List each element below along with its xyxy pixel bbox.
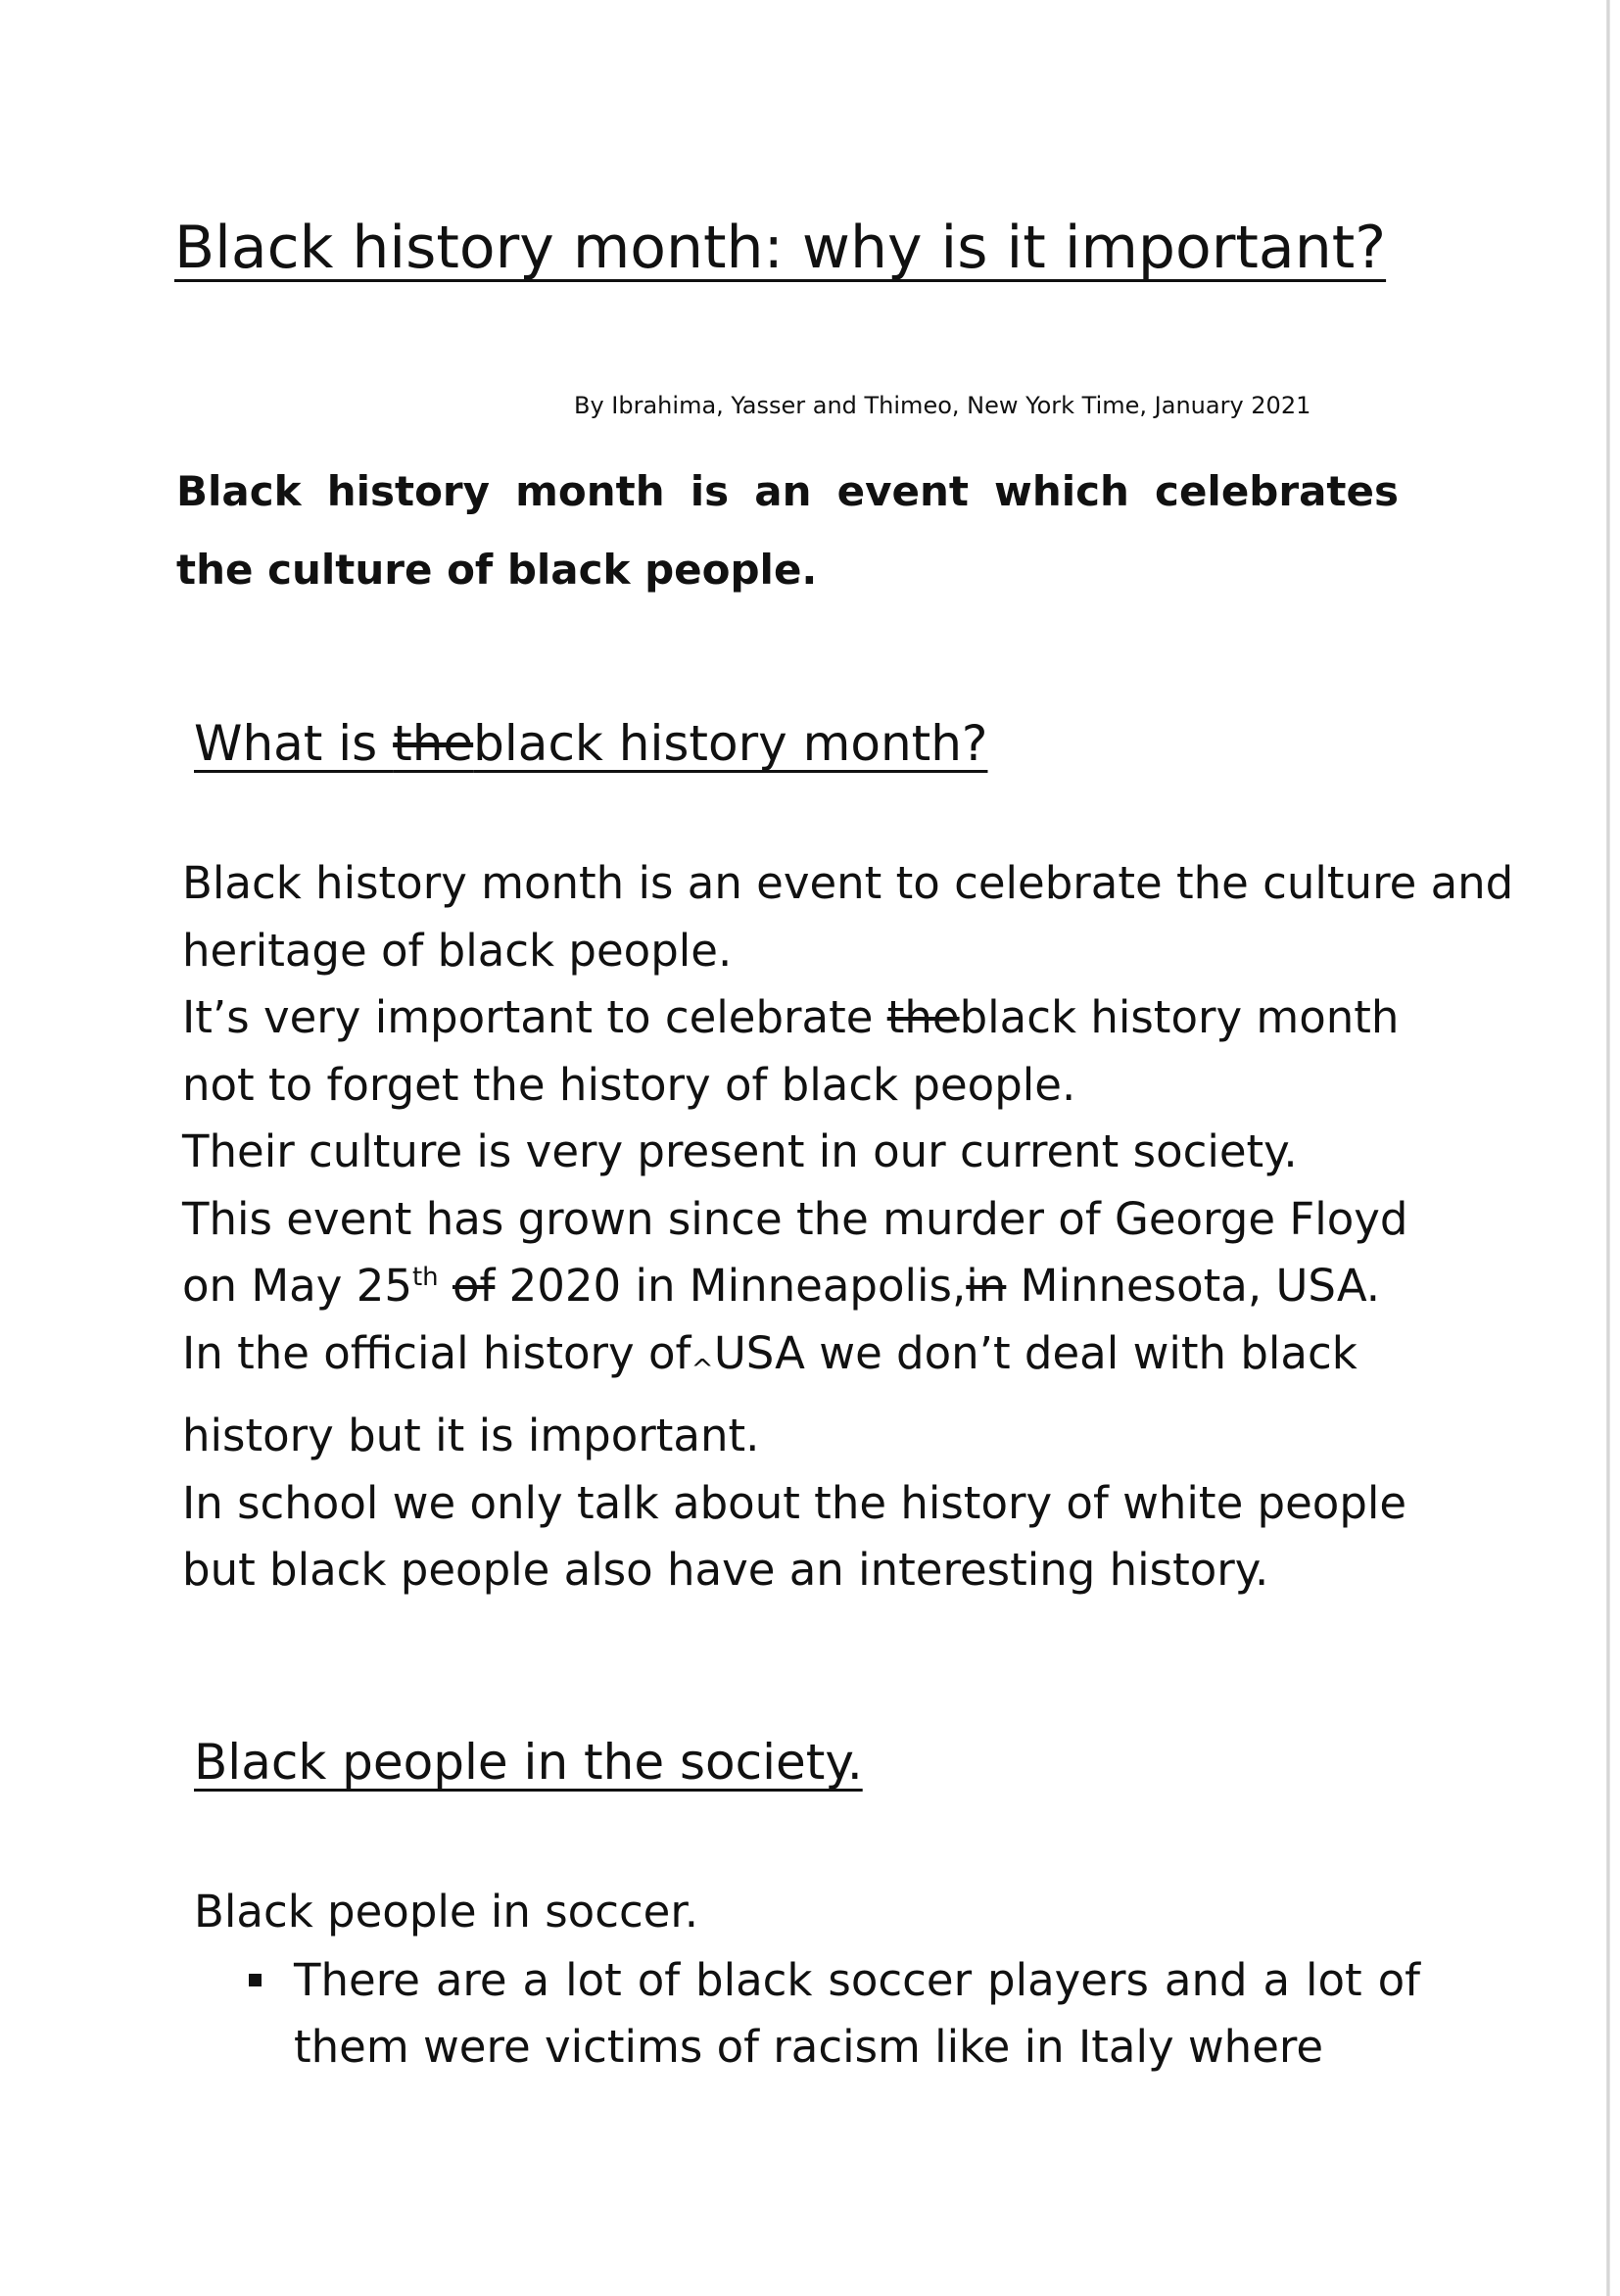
body-line: not to forget the history of black people. [182, 1058, 1076, 1111]
section-heading-what-is [194, 715, 987, 772]
body-line: Their culture is very present in our current society. [182, 1125, 1298, 1177]
article-intro: Black history month is an event which celebrates the culture of black people. [176, 467, 1399, 594]
heading-struck-word: the [393, 715, 474, 772]
list-item-text: There are a lot of black soccer players and a lot of them were victims of racism like in Italy where [294, 1954, 1420, 2073]
body-line: Black history month is an event to celebrate the culture and [182, 857, 1514, 909]
article-byline: By Ibrahima, Yasser and Thimeo, New York Time, January 2021 [574, 392, 1311, 419]
square-bullet-icon [249, 1974, 262, 1986]
subsection-title-soccer: Black people in soccer. [194, 1886, 699, 1937]
struck-word: in [966, 1260, 1007, 1312]
article-title: Black history month: why is it important? [174, 214, 1387, 282]
line-text: In the official history of [182, 1326, 691, 1379]
heading-text-pre: What is [194, 715, 394, 772]
body-line: history but it is important. [182, 1410, 760, 1461]
line-text: It’s very important to celebrate [182, 991, 887, 1043]
body-line [182, 984, 1416, 1052]
line-text: on May 25 [182, 1260, 412, 1312]
body-line: but black people also have an interesting history. [182, 1544, 1269, 1596]
section-heading-society: Black people in the society. [194, 1734, 863, 1791]
section1-body [182, 850, 1514, 1604]
insertion-caret: ^ [691, 1352, 714, 1385]
line-text: black history month [959, 991, 1400, 1043]
ordinal-suffix: th [411, 1263, 439, 1292]
body-line: In school we only talk about the history of white people [182, 1476, 1407, 1529]
line-text: 2020 in Minneapolis, [495, 1260, 967, 1312]
heading-text-post: black history month? [473, 715, 988, 772]
body-line: heritage of black people. [182, 924, 733, 977]
line-text: USA we don’t deal with black [713, 1326, 1358, 1379]
line-text: Minnesota, USA. [1006, 1260, 1381, 1312]
struck-word: the [886, 991, 960, 1043]
body-line [182, 1320, 1416, 1404]
struck-word: of [452, 1260, 496, 1312]
list-item [245, 1947, 1420, 2081]
bullet-list [245, 1947, 1420, 2081]
body-line: This event has grown since the murder of George Floyd [182, 1192, 1408, 1245]
scan-edge [1606, 0, 1610, 2296]
body-line [182, 1253, 1416, 1320]
